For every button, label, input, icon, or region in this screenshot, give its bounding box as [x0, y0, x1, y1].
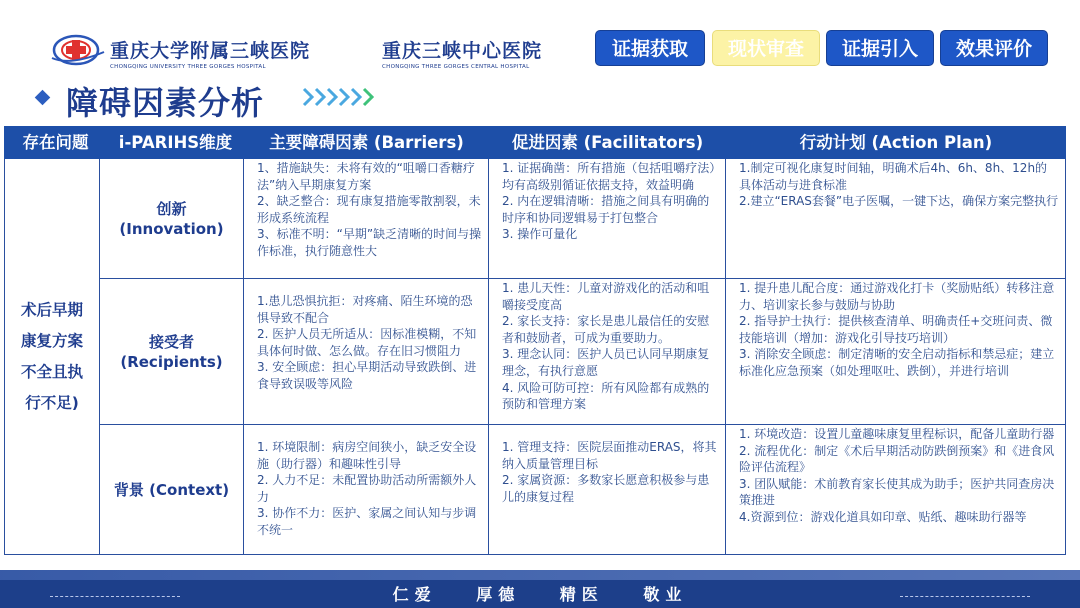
- dimension-cell-recipients: [100, 279, 244, 425]
- actions-cell-recipients: 1. 提升患儿配合度：通过游戏化打卡（奖励贴纸）转移注意力、培训家长参与鼓励与协助 2. 指导护士执行：提供核查清单、明确责任+交班问责、微技能培训（增加：游戏化引导技巧培训） 3. 消除安全顾虑：制定清晰的安全启动指标和禁忌症；建立标准化应急预案（如处理呕吐、跌倒），并进行培训: [726, 279, 1066, 425]
- dimension-cell-innovation: [100, 159, 244, 279]
- hospital-logo-icon: [50, 32, 106, 68]
- table-header: [4, 126, 1066, 159]
- motto-word: 仁爱: [392, 585, 437, 604]
- facilitators-cell-context: 1. 管理支持：医院层面推动ERAS，将其纳入质量管理目标 2. 家属资源：多数家长愿意积极参与患儿的康复过程: [489, 425, 726, 555]
- hospital-name-2: [382, 36, 542, 70]
- motto-word: 精医: [559, 585, 604, 604]
- column-header-barriers: 主要障碍因素 (Barriers): [269, 133, 464, 152]
- problem-line: 康复方案: [20, 331, 83, 350]
- motto-word: 厚德: [476, 585, 521, 604]
- dimension-en: (Context): [149, 480, 230, 499]
- dimension-en: (Recipients): [120, 352, 223, 371]
- actions-cell-innovation: 1.制定可视化康复时间轴，明确术后4h、6h、8h、12h的具体活动与进食标准 2.建立“ERAS套餐”电子医嘱，一键下达，确保方案完整执行: [726, 159, 1066, 279]
- hospital-name-1-en: CHONGQING UNIVERSITY THREE GORGES HOSPITAL: [110, 64, 266, 70]
- dimension-cell-context: [100, 425, 244, 555]
- column-header-problem: 存在问题: [22, 133, 89, 152]
- dimension-en: (Innovation): [119, 219, 224, 238]
- dimension-cn: 接受者: [148, 332, 194, 351]
- column-header-facilitators: 促进因素 (Facilitators): [511, 133, 704, 152]
- barriers-cell-recipients: 1.患儿恐惧抗拒：对疼痛、陌生环境的恐惧导致不配合 2. 医护人员无所适从：因标准模糊，不知具体何时做、怎么做。存在旧习惯阻力 3. 安全顾虑：担心早期活动导致跌倒、进食导致误吸等风险: [244, 279, 489, 425]
- hospital-name-1-cn: 重庆大学附属三峡医院: [110, 40, 311, 62]
- dimension-cn: 创新: [156, 199, 187, 218]
- section-title: 障碍因素分析: [66, 84, 265, 122]
- tab-evidence-introduction[interactable]: 证据引入: [826, 30, 934, 66]
- actions-cell-context: 1. 环境改造：设置儿童趣味康复里程标识，配备儿童助行器 2. 流程优化：制定《术后早期活动防跌倒预案》和《进食风险评估流程》 3. 团队赋能：术前教育家长使其成为助手；医护共同查房决策推进 4.资源到位：游戏化道具如印章、贴纸、趣味助行器等: [726, 425, 1066, 555]
- chevrons-right-icon: [302, 86, 374, 108]
- problem-cell: [4, 159, 100, 555]
- footer-motto: [0, 582, 1080, 605]
- problem-line: 术后早期: [20, 300, 83, 319]
- problem-line: 行不足): [25, 393, 79, 412]
- bullet-diamond-icon: [35, 90, 51, 106]
- tab-status-review[interactable]: 现状审查: [712, 30, 820, 66]
- tab-evidence-acquisition[interactable]: 证据获取: [595, 30, 705, 66]
- barriers-cell-innovation: 1、措施缺失：未将有效的“咀嚼口香糖疗法”纳入早期康复方案 2、缺乏整合：现有康复措施零散割裂，未形成系统流程 3、标准不明：“早期”缺乏清晰的时间与操作标准，执行随意性大: [244, 159, 489, 279]
- footer-stripe: [0, 570, 1080, 580]
- hospital-name-2-cn: 重庆三峡中心医院: [382, 40, 543, 62]
- facilitators-cell-innovation: 1. 证据确凿：所有措施（包括咀嚼疗法）均有高级别循证依据支持，效益明确 2. 内在逻辑清晰：措施之间具有明确的时序和协同逻辑易于打包整合 3. 操作可量化: [489, 159, 726, 279]
- column-header-dimension: i-PARIHS维度: [118, 133, 233, 152]
- column-header-action-plan: 行动计划 (Action Plan): [799, 133, 993, 152]
- facilitators-cell-recipients: 1. 患儿天性：儿童对游戏化的活动和咀嚼接受度高 2. 家长支持：家长是患儿最信任的安慰者和鼓励者，可成为重要助力。 3. 理念认同：医护人员已认同早期康复理念，有执行意愿 4. 风险可防可控：所有风险都有成熟的预防和管理方案: [489, 279, 726, 425]
- problem-line: 不全且执: [20, 362, 83, 381]
- dimension-cn: 背景: [113, 480, 144, 499]
- hospital-name-2-en: CHONGQING THREE GORGES CENTRAL HOSPITAL: [382, 64, 530, 70]
- tab-effect-evaluation[interactable]: 效果评价: [940, 30, 1048, 66]
- hospital-name-1: [110, 36, 310, 70]
- motto-word: 敬业: [643, 585, 688, 604]
- barriers-cell-context: 1. 环境限制：病房空间狭小，缺乏安全设施（助行器）和趣味性引导 2. 人力不足：未配置协助活动所需额外人力 3. 协作不力：医护、家属之间认知与步调不统一: [244, 425, 489, 555]
